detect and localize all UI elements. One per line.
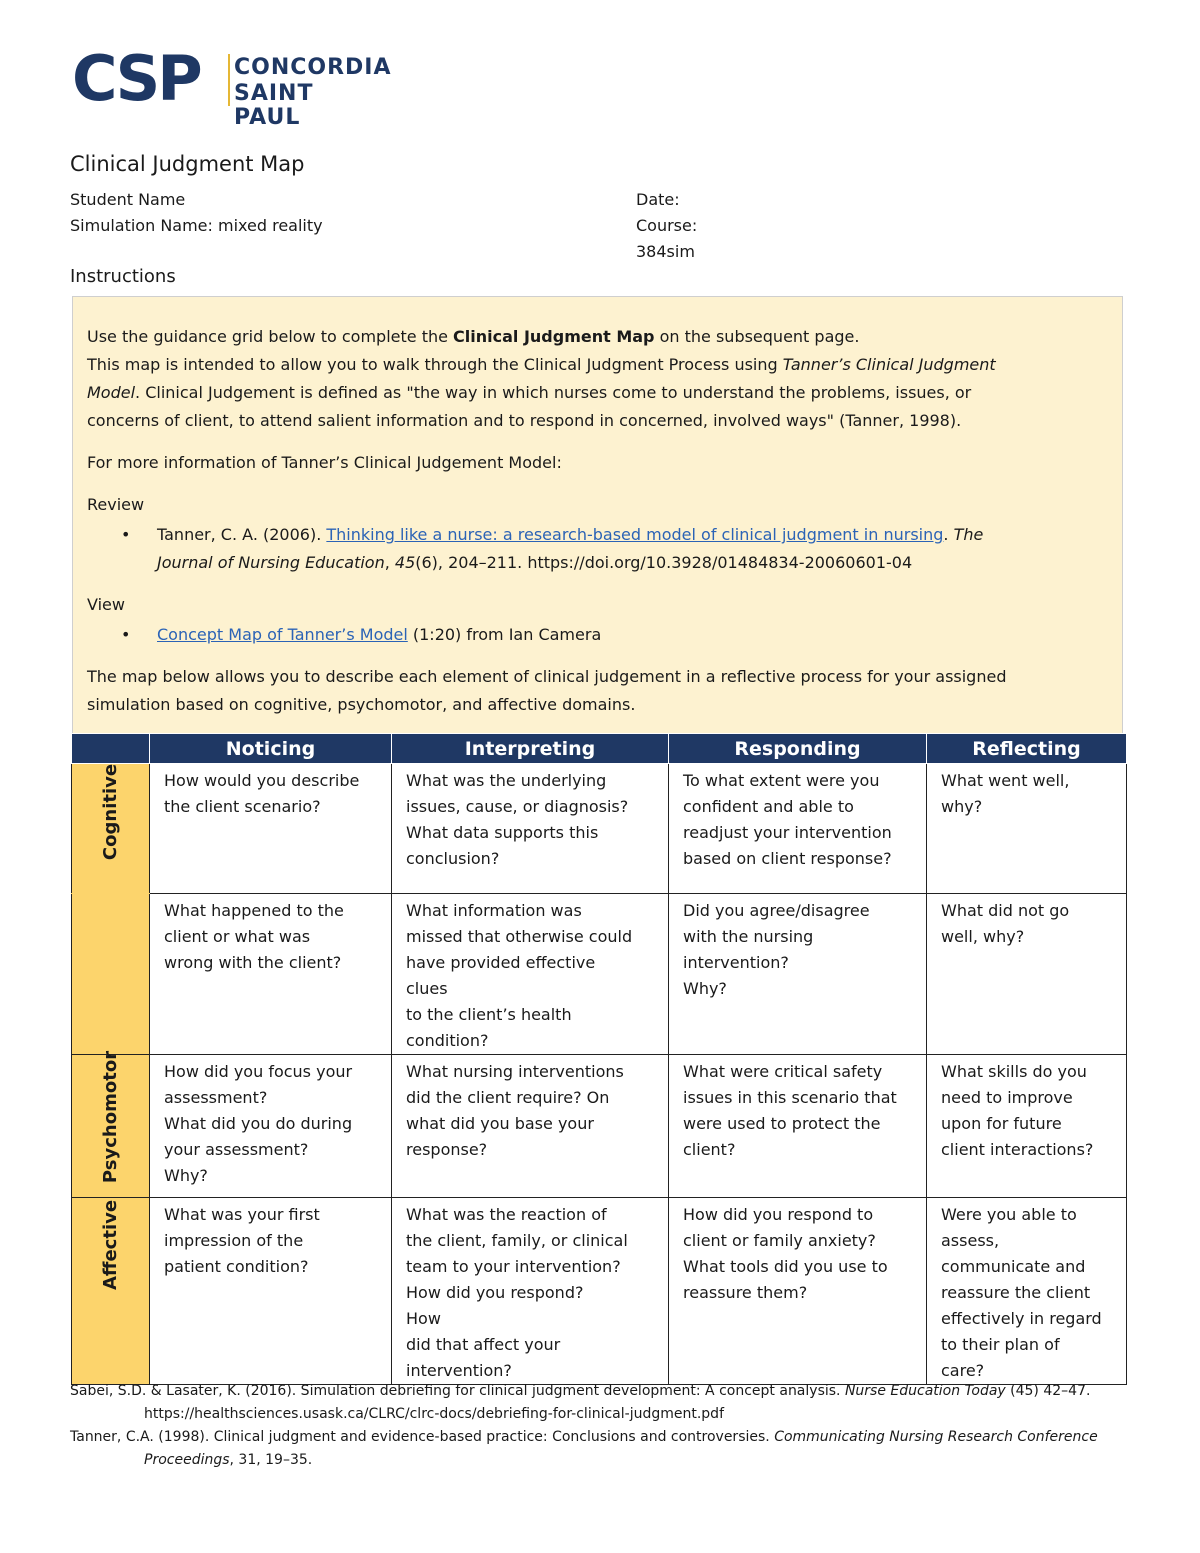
cell-line: How <box>406 1309 441 1328</box>
cell-line: assess, <box>941 1231 1000 1250</box>
grid-cell <box>669 1055 927 1198</box>
cell-line: wrong with the client? <box>164 953 342 972</box>
cell-line: need to improve <box>941 1088 1073 1107</box>
grid-cell <box>392 894 669 1055</box>
cell-line: what did you base your <box>406 1114 594 1133</box>
cell-line: client interactions? <box>941 1140 1094 1159</box>
ref-sabei-text: Sabei, S.D. & Lasater, K. (2016). Simulation debriefing for clinical judgment development: A concept analysis. <box>70 1383 845 1399</box>
instructions-p4 <box>87 663 1108 719</box>
grid-cell <box>669 764 927 894</box>
table-row <box>72 1055 1127 1198</box>
ref-tanner-text: Tanner, C.A. (1998). Clinical judgment and evidence-based practice: Conclusions and controversies. <box>70 1429 775 1445</box>
header-reflecting: Reflecting <box>927 734 1127 764</box>
cell-line: What tools did you use to <box>683 1257 888 1276</box>
ref-sabei-journal: Nurse Education Today <box>844 1383 1006 1399</box>
header-responding: Responding <box>669 734 927 764</box>
cell-line: confident and able to <box>683 797 854 816</box>
cell-line: care? <box>941 1361 985 1380</box>
domain-cell-psychomotor <box>72 1050 150 1198</box>
p1-bold: Clinical Judgment Map <box>453 327 655 346</box>
cell-line: reassure the client <box>941 1283 1091 1302</box>
domain-cell-affective <box>72 1198 150 1385</box>
table-row <box>72 894 1127 1055</box>
view-item <box>87 621 1108 649</box>
cell-line: the client, family, or clinical <box>406 1231 628 1250</box>
date-label: Date: <box>636 190 680 209</box>
cell-line: What skills do you <box>941 1062 1087 1081</box>
cell-line: intervention? <box>406 1361 512 1380</box>
course-code: 384sim <box>636 242 695 261</box>
cell-line: What was your first <box>164 1205 320 1224</box>
cell-line: your assessment? <box>164 1140 309 1159</box>
cell-line: intervention? <box>683 953 789 972</box>
cell-line: based on client response? <box>683 849 892 868</box>
cell-line: upon for future <box>941 1114 1062 1133</box>
header-interpreting: Interpreting <box>392 734 669 764</box>
cell-line: reassure them? <box>683 1283 808 1302</box>
cell-line: were used to protect the <box>683 1114 881 1133</box>
cell-line: missed that otherwise could <box>406 927 633 946</box>
p2-definition-end: concerns of client, to attend salient information and to respond in concerned, involved ways" (Tanner, 1998). <box>87 411 962 430</box>
cell-line: What nursing interventions <box>406 1062 624 1081</box>
view-list <box>87 621 1108 649</box>
table-row <box>72 764 1127 894</box>
grid-cell <box>392 764 669 894</box>
csp-logo <box>72 42 392 130</box>
cell-line: How did you respond? <box>406 1283 584 1302</box>
references <box>70 1380 1140 1472</box>
p4-text-end: simulation based on cognitive, psychomotor, and affective domains. <box>87 695 636 714</box>
grid-cell <box>669 1198 927 1385</box>
cell-line: to their plan of <box>941 1335 1060 1354</box>
p2-italic: Tanner’s Clinical Judgment <box>782 355 996 374</box>
cell-line: Why? <box>683 979 727 998</box>
view-rest: (1:20) from Ian Camera <box>407 625 602 644</box>
cell-line: What information was <box>406 901 582 920</box>
cell-line: effectively in regard <box>941 1309 1102 1328</box>
reference-sabei <box>70 1380 1140 1403</box>
instructions-p2 <box>87 351 1108 435</box>
cell-line: clues <box>406 979 448 998</box>
grid-cell <box>927 1055 1127 1198</box>
cell-line: What data supports this <box>406 823 599 842</box>
logo-line-2: SAINT PAUL <box>234 81 314 130</box>
cell-line: Were you able to <box>941 1205 1077 1224</box>
p4-text: The map below allows you to describe each element of clinical judgement in a reflective process for your assigned <box>87 667 1007 686</box>
cell-line: What did not go <box>941 901 1070 920</box>
instructions-heading: Instructions <box>70 266 176 287</box>
cell-line: response? <box>406 1140 488 1159</box>
meta-left <box>70 187 323 239</box>
cell-line: Did you agree/disagree <box>683 901 870 920</box>
grid-cell <box>150 894 392 1055</box>
cell-line: client? <box>683 1140 736 1159</box>
logo-mark: CSP <box>72 42 200 115</box>
review-label: Review <box>87 495 145 514</box>
cell-line: communicate and <box>941 1257 1086 1276</box>
concept-map-link[interactable]: Concept Map of Tanner’s Model <box>157 625 408 644</box>
grid-corner <box>72 734 150 764</box>
document-title: Clinical Judgment Map <box>70 152 305 176</box>
domain-label-affective: Affective <box>99 1199 121 1291</box>
p1-end: on the subsequent page. <box>654 327 860 346</box>
review-list <box>87 521 1108 577</box>
student-name-label: Student Name <box>70 190 186 209</box>
instructions-p1 <box>87 323 1108 351</box>
ref-tanner-journal-end: Proceedings <box>144 1452 230 1468</box>
cell-line: have provided effective <box>406 953 596 972</box>
cell-line: readjust your intervention <box>683 823 892 842</box>
p2-italic-2: Model <box>87 383 136 402</box>
ref1-pages-doi: (6), 204–211. https://doi.org/10.3928/01484834-20060601-04 <box>415 553 913 572</box>
instructions-p3: For more information of Tanner’s Clinical Judgement Model: <box>87 453 562 472</box>
grid-cell <box>150 1198 392 1385</box>
cell-line: with the nursing <box>683 927 814 946</box>
cell-line: What did you do during <box>164 1114 353 1133</box>
p2-text: This map is intended to allow you to walk through the Clinical Judgment Process using <box>87 355 783 374</box>
domain-label-cognitive: Cognitive <box>99 763 121 861</box>
cell-line: Why? <box>164 1166 208 1185</box>
ref-tanner-pages: , 31, 19–35. <box>229 1452 313 1468</box>
ref1-journal-start: The <box>953 525 984 544</box>
grid-cell <box>669 894 927 1055</box>
cell-line: did the client require? On <box>406 1088 610 1107</box>
header-noticing: Noticing <box>150 734 392 764</box>
cell-line: the client scenario? <box>164 797 321 816</box>
guidance-grid <box>71 733 1127 1385</box>
view-label: View <box>87 595 125 614</box>
grid-cell <box>392 1198 669 1385</box>
domain-label-psychomotor: Psychomotor <box>99 1050 121 1184</box>
ref1-link[interactable]: Thinking like a nurse: a research-based model of clinical judgment in nursing <box>326 525 944 544</box>
logo-line-1: CONCORDIA <box>234 55 392 80</box>
cell-line: issues in this scenario that <box>683 1088 897 1107</box>
simulation-name-label: Simulation Name: mixed reality <box>70 216 323 235</box>
cell-line: condition? <box>406 1031 489 1050</box>
cell-line: conclusion? <box>406 849 500 868</box>
cell-line: client or what was <box>164 927 311 946</box>
cell-line: patient condition? <box>164 1257 309 1276</box>
cell-line: How would you describe <box>164 771 360 790</box>
ref1-volume: 45 <box>394 553 416 572</box>
domain-cell-cognitive <box>72 764 150 894</box>
reference-tanner-cont <box>70 1449 1140 1472</box>
cell-line: client or family anxiety? <box>683 1231 876 1250</box>
table-row <box>72 1198 1127 1385</box>
cell-line: What happened to the <box>164 901 344 920</box>
ref1-journal: Journal of Nursing Education <box>157 553 385 572</box>
cell-line: How did you focus your <box>164 1062 353 1081</box>
cell-line: issues, cause, or diagnosis? <box>406 797 629 816</box>
cell-line: To what extent were you <box>683 771 880 790</box>
ref-tanner-journal: Communicating Nursing Research Conference <box>774 1429 1098 1445</box>
cell-line: team to your intervention? <box>406 1257 621 1276</box>
bullet-icon: • <box>121 625 131 644</box>
cell-line: impression of the <box>164 1231 304 1250</box>
bullet-icon: • <box>121 525 131 544</box>
cell-line: What were critical safety <box>683 1062 883 1081</box>
cell-line: assessment? <box>164 1088 268 1107</box>
course-label: Course: <box>636 216 698 235</box>
grid-cell <box>927 764 1127 894</box>
grid-cell <box>927 1198 1127 1385</box>
ref1-comma: , <box>384 553 395 572</box>
domain-cell-cognitive-continued <box>72 894 150 1055</box>
cell-line: What was the reaction of <box>406 1205 607 1224</box>
grid-header-row <box>72 734 1127 764</box>
p2-definition: . Clinical Judgement is defined as "the way in which nurses come to understand the problems, issues, or <box>135 383 972 402</box>
grid-cell <box>150 764 392 894</box>
ref-sabei-pages: (45) 42–47. <box>1005 1383 1091 1399</box>
ref1-sep: . <box>943 525 954 544</box>
ref1-author: Tanner, C. A. (2006). <box>157 525 327 544</box>
reference-tanner <box>70 1426 1140 1449</box>
cell-line: why? <box>941 797 983 816</box>
instructions-box <box>72 296 1123 734</box>
cell-line: well, why? <box>941 927 1025 946</box>
meta-right <box>636 187 697 265</box>
p1-text: Use the guidance grid below to complete the <box>87 327 454 346</box>
cell-line: to the client’s health <box>406 1005 572 1024</box>
reference-sabei-url: https://healthsciences.usask.ca/CLRC/clrc-docs/debriefing-for-clinical-judgment.pdf <box>144 1406 724 1422</box>
grid-cell <box>150 1055 392 1198</box>
cell-line: What went well, <box>941 771 1070 790</box>
grid-cell <box>927 894 1127 1055</box>
cell-line: How did you respond to <box>683 1205 874 1224</box>
cell-line: What was the underlying <box>406 771 607 790</box>
logo-divider <box>228 54 230 106</box>
review-item <box>87 521 1108 577</box>
grid-cell <box>392 1055 669 1198</box>
cell-line: did that affect your <box>406 1335 561 1354</box>
